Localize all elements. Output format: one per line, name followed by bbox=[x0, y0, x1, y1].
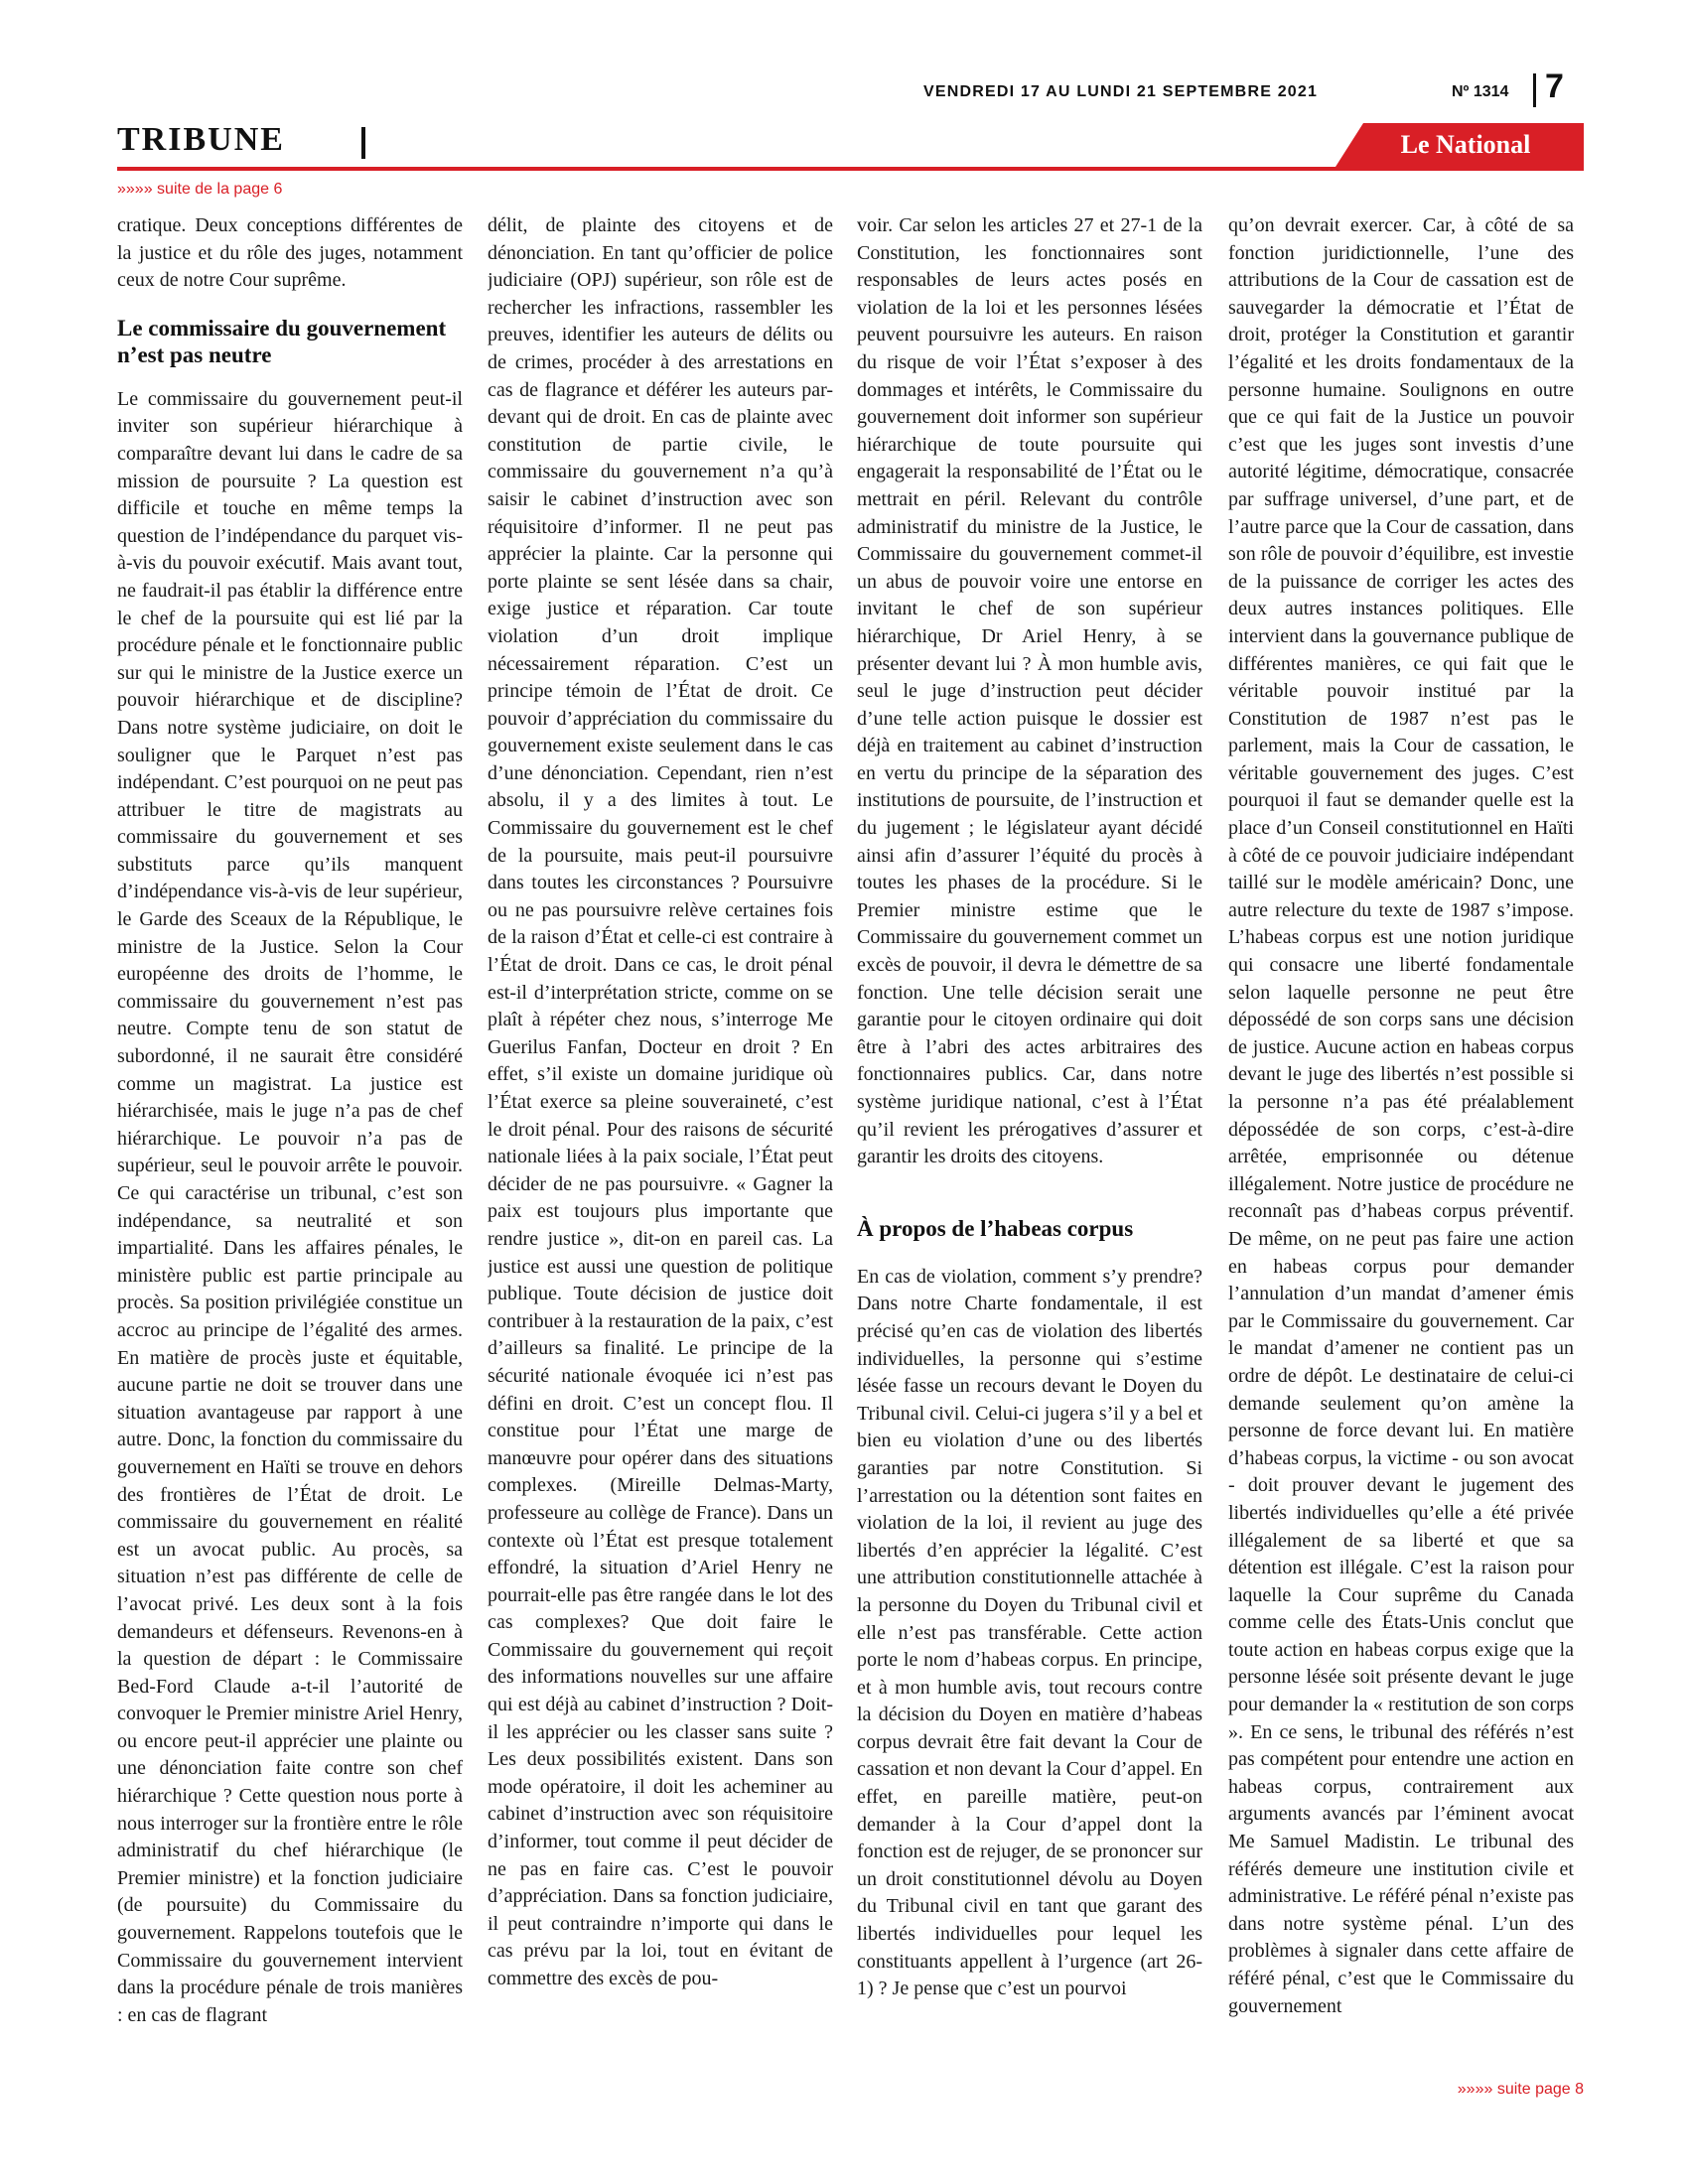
paragraph: cratique. Deux conceptions différentes de la justice et du rôle des juges, notamment ceux de notre Cour suprême. bbox=[117, 214, 463, 292]
paragraph: En cas de violation, comment s’y prendre? Dans notre Charte fondamentale, il est précisé qu’en cas de violation des libertés individuelles, la personne qui s’estime lésée fasse un recours devant le Doyen du Tribunal civil. Celui-ci jugera s’il y a bel et bien eu violation d’une ou des libertés garanties par notre Constitution. Si l’arrestation ou la détention sont faites en violation de la loi, il revient au juge des libertés d’en apprécier la légalité. C’est une attribution constitutionnelle attachée à la personne du Doyen du Tribunal civil et elle n’est pas transférable. Cette action porte le nom d’habeas corpus. En principe, et à mon humble avis, tout recours contre la décision du Doyen en matière d’habeas corpus devrait être fait devant la Cour de cassation et non devant la Cour d’appel. En effet, en pareille matière, peut-on demander à la Cour d’appel dont la fonction est de rejuger, de se prononcer sur un droit constitutionnel dévolu au Doyen du Tribunal civil en tant que garant des libertés individuelles pour lequel les constituants appellent à l’urgence (art 26-1) ? Je pense que c’est un pourvoi bbox=[857, 1265, 1202, 2000]
brand-logo-text: Le National bbox=[1400, 130, 1531, 159]
issue-date: VENDREDI 17 AU LUNDI 21 SEPTEMBRE 2021 bbox=[923, 83, 1319, 100]
article-column-2 bbox=[488, 212, 833, 2064]
header-rule bbox=[117, 167, 1584, 171]
paragraph: délit, de plainte des citoyens et de dénonciation. En tant qu’officier de police judiciaire (OPJ) supérieur, son rôle est de rechercher les infractions, rassembler les preuves, identifier les auteurs de délits ou de crimes, procéder à des arrestations en cas de flagrance et déférer les auteurs par-devant qui de droit. En cas de plainte avec constitution de partie civile, le commissaire du gouvernement n’a qu’à saisir le cabinet d’instruction avec son réquisitoire d’informer. Il ne peut pas apprécier la plainte. Car la personne qui porte plainte se sent lésée dans sa chair, exige justice et réparation. Car toute violation d’un droit implique nécessairement réparation. C’est un principe témoin de l’État de droit. Ce pouvoir d’appréciation du commissaire du gouvernement existe seulement dans le cas d’une dénonciation. Cependant, rien n’est absolu, il y a des limites à tout. Le Commissaire du gouvernement est le chef de la poursuite, mais peut-il poursuivre dans toutes les circonstances ? Poursuivre ou ne pas poursuivre relève certaines fois de la raison d’État et celle-ci est contraire à l’État de droit. Dans ce cas, le droit pénal est-il d’interprétation stricte, comme on se plaît à répéter chez nous, s’interroge Me Guerilus Fanfan, Docteur en droit ? En effet, s’il existe un domaine juridique où l’État exerce sa pleine souveraineté, c’est le droit pénal. Pour des raisons de sécurité nationale liées à la paix sociale, l’État peut décider de ne pas poursuivre. « Gagner la paix est toujours plus importante que rendre justice », dit-on en pareil cas. La justice est aussi une question de politique publique. Toute décision de justice doit contribuer à la restauration de la paix, c’est d’ailleurs sa finalité. Le principe de la sécurité nationale évoquée ici n’est pas défini en droit. C’est un concept flou. Il constitue pour l’État une marge de manœuvre pour opérer dans des situations complexes. (Mireille Delmas-Marty, professeure au collège de France). Dans un contexte où l’État est presque totalement effondré, la situation d’Ariel Henry ne pourrait-elle pas être rangée dans le lot des cas complexes? Que doit faire le Commissaire du gouvernement qui reçoit des informations nouvelles sur une affaire qui est déjà au cabinet d’instruction ? Doit-il les apprécier ou les classer sans suite ? Les deux possibilités existent. Dans son mode opératoire, il doit les acheminer au cabinet d’instruction avec son réquisitoire d’informer, tout comme il peut décider de ne pas en faire cas. C’est le pouvoir d’appréciation. Dans sa fonction judiciaire, il peut contraindre n’importe qui dans le cas prévu par la loi, tout en évitant de commettre des excès de pou- bbox=[488, 214, 833, 1989]
section-title: TRIBUNE bbox=[117, 121, 285, 158]
header-divider bbox=[1533, 73, 1536, 107]
subheading: Le commissaire du gouvernement n’est pas neutre bbox=[117, 315, 447, 367]
section-divider bbox=[361, 127, 365, 159]
article-column-3 bbox=[857, 212, 1202, 2064]
article-column-4 bbox=[1228, 212, 1574, 2064]
subheading: À propos de l’habeas corpus bbox=[857, 1215, 1134, 1241]
paragraph: qu’on devrait exercer. Car, à côté de sa fonction juridictionnelle, l’une des attributions de la Cour de cassation est de sauvegarder la démocratie et l’État de droit, protéger la Constitution et garantir l’égalité et les droits fondamentaux de la personne humaine. Soulignons en outre que ce qui fait de la Justice un pouvoir c’est que les juges sont investis d’une autorité légitime, démocratique, consacrée par suffrage universel, d’une part, et de l’autre parce que la Cour de cassation, dans son rôle de pouvoir d’équilibre, est investie de la puissance de corriger les actes des deux autres instances politiques. Elle intervient dans la gouvernance publique de différentes manières, ce qui fait que le véritable pouvoir institué par la Constitution de 1987 n’est pas le parlement, mais la Cour de cassation, le véritable gouvernement des juges. C’est pourquoi il faut se demander quelle est la place d’un Conseil constitutionnel en Haïti à côté de ce pouvoir judiciaire indépendant taillé sur le modèle américain? Donc, une autre relecture du texte de 1987 s’impose. L’habeas corpus est une notion juridique qui consacre une liberté fondamentale selon laquelle personne ne peut être dépossédé de son corps sans une décision de justice. Aucune action en habeas corpus devant le juge des libertés n’est possible si la personne n’a pas été préalablement dépossédée de son corps, c’est-à-dire arrêtée, emprisonnée ou détenue illégalement. Notre justice de procédure ne reconnaît pas d’habeas corpus préventif. De même, on ne peut pas faire une action en habeas corpus pour demander l’annulation d’un mandat d’amener émis par le Commissaire du gouvernement. Car le mandat d’amener ne contient pas un ordre de dépôt. Le destinataire de celui-ci demande seulement qu’on amène la personne de force devant lui. En matière d’habeas corpus, la victime - ou son avocat - doit prouver devant le jugement des libertés individuelles qu’elle a été privée illégalement de sa liberté et que sa détention est illégale. C’est la raison pour laquelle la Cour suprême du Canada comme celle des États-Unis conclut que toute action en habeas corpus exige que la personne lésée soit présente devant le juge pour demander la « restitution de son corps ». En ce sens, le tribunal des référés n’est pas compétent pour entendre une action en habeas corpus, contrairement aux arguments avancés par l’éminent avocat Me Samuel Madistin. Le tribunal des référés demeure une institution civile et administrative. Le référé pénal n’existe pas dans notre système pénal. L’un des problèmes à signaler dans cette affaire de référé pénal, c’est que le Commissaire du gouvernement bbox=[1228, 214, 1574, 2017]
issue-number: Nº 1314 bbox=[1452, 83, 1509, 100]
article-column-1 bbox=[117, 212, 463, 2064]
continued-from-link[interactable]: »»»» suite de la page 6 bbox=[117, 181, 283, 198]
paragraph: voir. Car selon les articles 27 et 27-1 de la Constitution, les fonctionnaires sont responsables de leurs actes posés en violation de la loi et les personnes lésées peuvent poursuivre les auteurs. En raison du risque de voir l’État s’exposer à des dommages et intérêts, le Commissaire du gouvernement doit informer son supérieur hiérarchique de toute poursuite qui engagerait la responsabilité de l’État ou le mettrait en péril. Relevant du contrôle administratif du ministre de la Justice, le Commissaire du gouvernement commet-il un abus de pouvoir voire une entorse en invitant le chef de son supérieur hiérarchique, Dr Ariel Henry, à se présenter devant lui ? À mon humble avis, seul le juge d’instruction peut décider d’une telle action puisque le dossier est déjà en traitement au cabinet d’instruction en vertu du principe de la séparation des institutions de poursuite, de l’instruction et du jugement ; le législateur ayant décidé ainsi afin d’assurer l’équité du procès à toutes les phases de la procédure. Si le Premier ministre estime que le Commissaire du gouvernement commet un excès de pouvoir, il devra le démettre de sa fonction. Une telle décision serait une garantie pour le citoyen ordinaire qui doit être à l’abri des actes arbitraires des fonctionnaires publics. Car, dans notre système juridique national, c’est à l’État qu’il revient les prérogatives d’assurer et garantir les droits des citoyens. bbox=[857, 214, 1202, 1168]
paragraph: Le commissaire du gouvernement peut-il inviter son supérieur hiérarchique à comparaître devant lui dans le cadre de sa mission de poursuite ? La question est difficile et touche en même temps la question de l’indépendance du parquet vis-à-vis du pouvoir exécutif. Mais avant tout, ne faudrait-il pas établir la différence entre le chef de la poursuite qui est lié par la procédure pénale et le fonctionnaire public sur qui le ministre de la Justice exerce un pouvoir hiérarchique et de discipline? Dans notre système judiciaire, on doit le souligner que le Parquet n’est pas indépendant. C’est pourquoi on ne peut pas attribuer le titre de magistrats au commissaire du gouvernement et ses substituts parce qu’ils manquent d’indépendance vis-à-vis de leur supérieur, le Garde des Sceaux de la République, le ministre de la Justice. Selon la Cour européenne des droits de l’homme, le commissaire du gouvernement n’est pas neutre. Compte tenu de son statut de subordonné, il ne saurait être considéré comme un magistrat. La justice est hiérarchisée, mais le juge n’a pas de chef hiérarchique. Le pouvoir n’a pas de supérieur, seul le pouvoir arrête le pouvoir. Ce qui caractérise un tribunal, c’est son indépendance, sa neutralité et son impartialité. Dans les affaires pénales, le ministère public est partie principale au procès. Sa position privilégiée constitue un accroc au principe de l’égalité des armes. En matière de procès juste et équitable, aucune partie ne doit se trouver dans une situation avantageuse par rapport à une autre. Donc, la fonction du commissaire du gouvernement en Haïti se trouve en dehors des frontières de l’État de droit. Le commissaire du gouvernement en réalité est un avocat public. Au procès, sa situation n’est pas différente de celle de l’avocat privé. Les deux sont à la fois demandeurs et défenseurs. Revenons-en à la question de départ : le Commissaire Bed-Ford Claude a-t-il l’autorité de convoquer le Premier ministre Ariel Henry, ou encore peut-il apprécier une plainte ou une dénonciation faite contre son chef hiérarchique ? Cette question nous porte à nous interroger sur la frontière entre le rôle administratif du chef hiérarchique (le Premier ministre) et la fonction judiciaire (de poursuite) du Commissaire du gouvernement. Rappelons toutefois que le Commissaire du gouvernement intervient dans la procédure pénale de trois manières : en cas de flagrant bbox=[117, 387, 463, 2026]
page-number: 7 bbox=[1545, 68, 1564, 105]
continued-to-link[interactable]: »»»» suite page 8 bbox=[1457, 2081, 1584, 2098]
